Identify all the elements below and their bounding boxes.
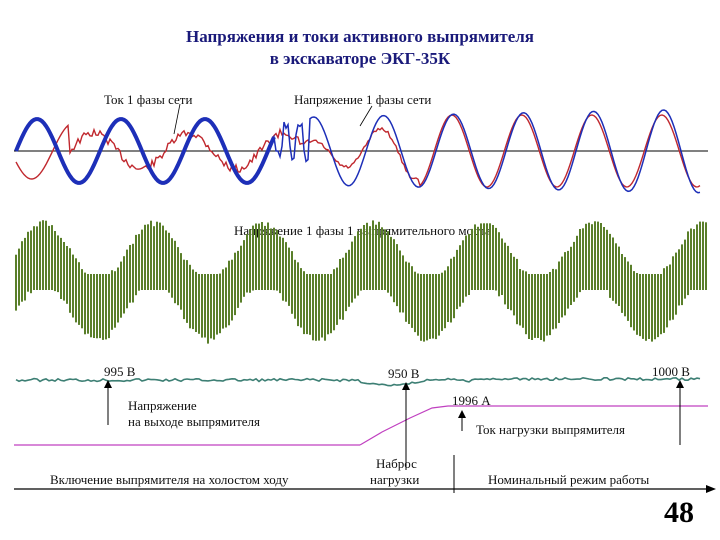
output-voltage-label-2: на выходе выпрямителя: [128, 414, 261, 429]
grid-waveforms-panel: [14, 92, 708, 193]
label-995v: 995 В: [104, 364, 136, 379]
label-950v: 950 В: [388, 366, 420, 381]
grid-voltage-leader: [360, 106, 372, 126]
stage-idle-label: Включение выпрямителя на холостом ходу: [50, 472, 289, 487]
dc-output-panel: [14, 364, 708, 470]
label-1996a: 1996 А: [452, 393, 491, 408]
grid-current-label: Ток 1 фазы сети: [104, 92, 193, 107]
label-1000v: 1000 В: [652, 364, 690, 379]
grid-current-leader: [174, 104, 180, 134]
output-voltage-label-1: Напряжение: [128, 398, 197, 413]
bridge-voltage-panel: [16, 220, 706, 343]
stage-load-label-2: нагрузки: [370, 472, 420, 487]
timeline: [14, 455, 716, 493]
stage-load-label-1: Наброс: [376, 456, 417, 471]
load-current-arrowhead: [458, 410, 466, 418]
stage-nominal-label: Номинальный режим работы: [488, 472, 650, 487]
title-line-2: в экскаваторе ЭКГ-35К: [269, 49, 451, 68]
arrowhead-1000: [676, 380, 684, 388]
bridge-pwm-trace: [16, 220, 706, 343]
load-current-label: Ток нагрузки выпрямителя: [476, 422, 625, 437]
title-line-1: Напряжения и токи активного выпрямителя: [185, 27, 534, 46]
timeline-arrowhead: [706, 485, 716, 493]
bridge-voltage-label: Напряжение 1 фазы 1 выпрямительного моста: [234, 223, 491, 238]
slide-number: 48: [664, 496, 694, 529]
grid-voltage-label: Напряжение 1 фазы сети: [294, 92, 432, 107]
